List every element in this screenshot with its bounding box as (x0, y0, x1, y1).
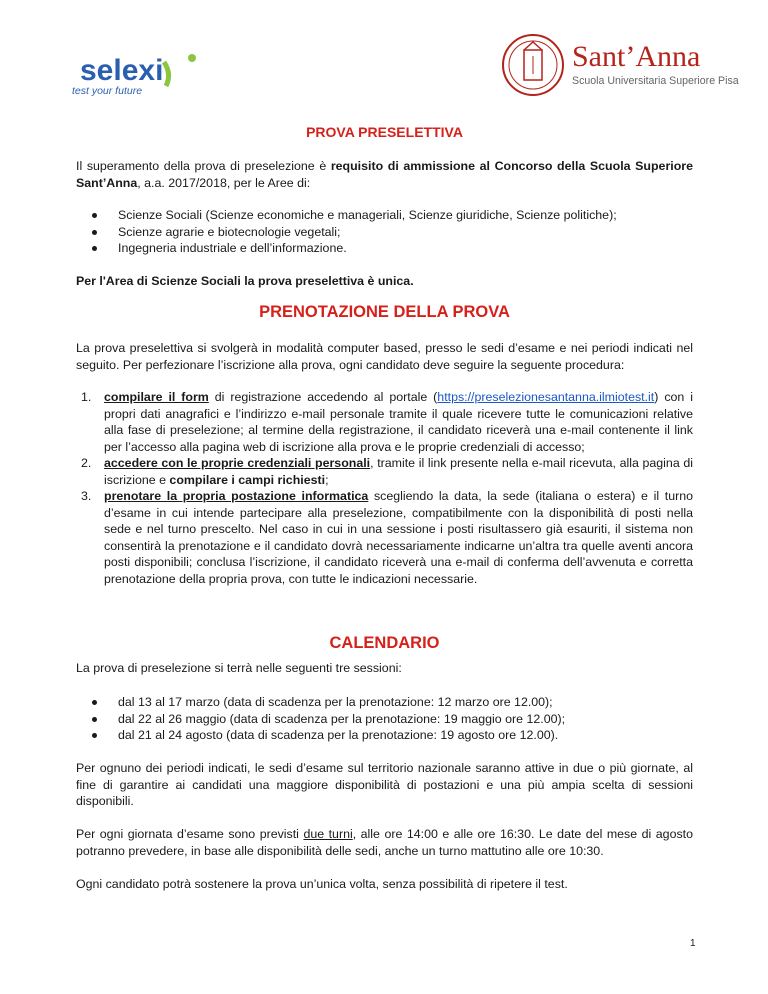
list-item: dal 13 al 17 marzo (data di scadenza per la prenotazione: 12 marzo ore 12.00); (76, 694, 693, 711)
title-calendario: CALENDARIO (329, 634, 440, 652)
selexi-dot-icon (188, 54, 196, 62)
page-number: 1 (690, 938, 696, 949)
step-number: 1. (81, 390, 92, 404)
step-number: 2. (81, 456, 92, 470)
sessions-list (76, 694, 693, 744)
areas-list (76, 207, 693, 257)
calendario-intro: La prova di preselezione si terrà nelle seguenti tre sessioni: (76, 661, 402, 675)
step-item-3 (76, 488, 693, 587)
intro-suffix-text: , a.a. 2017/2018, per le Aree di: (137, 175, 311, 190)
list-item: Scienze Sociali (Scienze economiche e manageriali, Scienze giuridiche, Scienze politiche); (76, 207, 693, 224)
santanna-seal-icon (503, 35, 563, 95)
selexi-tagline: test your future (72, 85, 143, 97)
santanna-logo (500, 30, 739, 100)
intro-text: Il superamento della prova di preselezione è (76, 159, 331, 173)
para2-text: Per ogni giornata d’esame sono previsti (76, 827, 304, 841)
procedure-steps (76, 389, 693, 587)
step-number: 3. (81, 489, 92, 503)
selexi-logo (68, 44, 208, 100)
step-bold-text: compilare il form (104, 390, 209, 404)
selexi-logo-text: selexi (80, 54, 164, 87)
calendario-paragraph-1: Per ognuno dei periodi indicati, le sedi d’esame sul territorio nazionale saranno attive in due o più giornate, al fine di garantire ai candidati una maggiore disponibilità di postazioni e una più ampia scelta di sessioni disponibili. (76, 761, 693, 808)
step-item-2 (76, 455, 693, 488)
step-text: di registrazione accedendo al portale ( (208, 390, 438, 404)
step-text: ) con i propri dati anagrafici e l’indirizzo e-mail personale tramite il quale ricevere tutte le comunicazioni relative alla fase di preselezione; al termine della registrazione, il candidato riceverà una e-mail contenente il link per l’accesso alla pagina web di iscrizione alla prova e le proprie credenziali di accesso; (104, 390, 693, 454)
para2-suffix-text: , alle ore 14:00 e alle ore 16:30. Le date del mese di agosto potranno prevedere, in base alle disponibilità delle sedi, anche un turno mattutino alle ore 10:30. (76, 827, 693, 858)
list-item: dal 22 al 26 maggio (data di scadenza per la prenotazione: 19 maggio ore 12.00); (76, 711, 693, 728)
step-item-1 (76, 389, 693, 455)
para2-underline-text: due turni (303, 827, 353, 841)
portal-link[interactable]: https://preselezionesantanna.ilmiotest.it (437, 390, 655, 404)
santanna-logo-name: Sant’Anna (572, 40, 701, 73)
calendario-paragraph-3: Ogni candidato potrà sostenere la prova un’unica volta, senza possibilità di ripetere il test. (76, 877, 568, 891)
intro-bold-text: requisito di ammissione al Concorso della Scuola Superiore Sant’Anna (76, 159, 693, 190)
intro-paragraph (76, 158, 693, 191)
list-item: Scienze agrarie e biotecnologie vegetali; (76, 224, 693, 241)
step-text: ; (325, 472, 329, 487)
step-bold-text: accedere con le proprie credenziali personali (104, 456, 371, 470)
santanna-logo-subtitle: Scuola Universitaria Superiore Pisa (572, 75, 739, 87)
selexi-swoosh-icon (164, 62, 169, 86)
list-item: dal 21 al 24 agosto (data di scadenza per la prenotazione: 19 agosto ore 12.00). (76, 727, 693, 744)
step-text: , tramite il link presente nella e-mail ricevuta, alla pagina di iscrizione e (104, 456, 693, 487)
list-item: Ingegneria industriale e dell’informazione. (76, 240, 693, 257)
prenotazione-intro: La prova preselettiva si svolgerà in modalità computer based, presso le sedi d’esame e nei periodi indicati nel seguito. Per perfezionare l’iscrizione alla prova, ogni candidato deve seguire la seguente procedura: (76, 341, 693, 372)
title-prova-preselettiva: PROVA PRESELETTIVA (306, 124, 463, 140)
step-text: scegliendo la data, la sede (italiana o estera) e il turno d’esame in cui intende partecipare alla preselezione, compatibilmente con la disponibilità di posti nella sede e nel turno prescelto. Nel caso in cui in una sessione i posti risultassero già esauriti, il sistema non consentirà la prenotazione e il candidato dovrà necessariamente indicarne un’altra tra quelle aventi ancora posti disponibili; conclusa l’iscrizione, il candidato riceverà una e-mail di conferma dell’avvenuta e corretta prenotazione della propria prova, con tutte le indicazioni necessarie. (104, 489, 694, 586)
title-prenotazione: PRENOTAZIONE DELLA PROVA (259, 303, 510, 321)
note-bold-text: Per l'Area di Scienze Sociali la prova preselettiva è unica. (76, 274, 414, 288)
calendario-paragraph-2 (76, 826, 693, 859)
step-bold-text: prenotare la propria postazione informatica (104, 489, 369, 503)
step-bold-text-2: compilare i campi richiesti (169, 472, 326, 487)
social-sciences-note (76, 273, 693, 290)
